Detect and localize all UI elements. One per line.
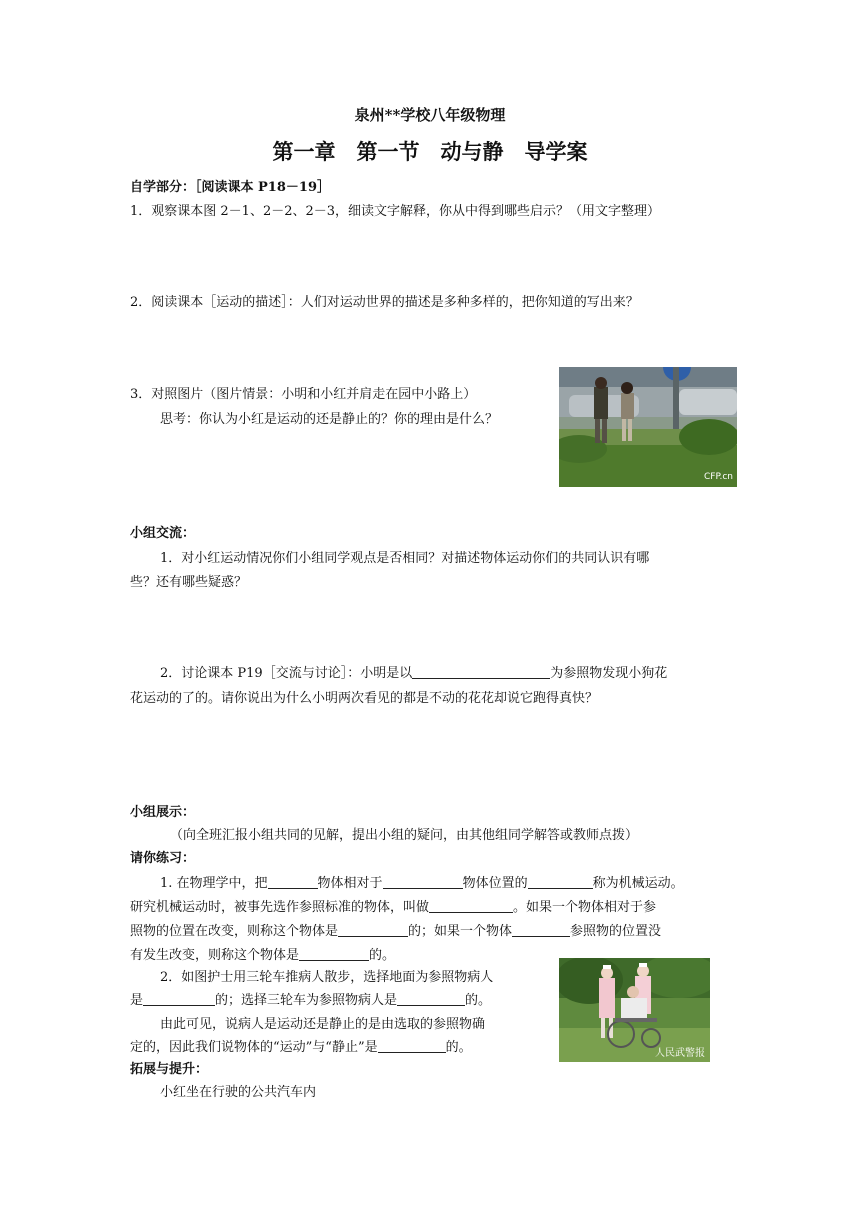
self-study-heading: 自学部分：［阅读课本 P18－19］	[130, 180, 330, 195]
discussion-question-2-text-a: 2．讨论课本 P19［交流与讨论］：小明是以	[160, 666, 413, 681]
group-show-text: （向全班汇报小组共同的见解，提出小组的疑问，由其他组同学解答或教师点拨）	[170, 828, 639, 843]
reference-object-blank[interactable]	[412, 664, 550, 679]
answer-blank-8[interactable]	[143, 991, 215, 1006]
practice-text: 物体相对于	[317, 876, 383, 891]
svg-text:人民武警报: 人民武警报	[655, 1048, 705, 1059]
practice-1-line-1	[160, 872, 684, 891]
practice-text: 参照物的位置没	[570, 924, 662, 939]
self-study-question-1: 1．观察课本图 2－1、2－2、2－3，细读文字解释，你从中得到哪些启示？（用文字整理）	[130, 204, 661, 219]
discussion-question-1: 1．对小红运动情况你们小组同学观点是否相同？对描述物体运动你们的共同认识有哪	[160, 551, 650, 566]
answer-blank-7[interactable]	[299, 946, 369, 961]
extension-heading: 拓展与提升：	[130, 1062, 209, 1077]
answer-blank-4[interactable]	[429, 898, 513, 913]
practice-text: 是	[130, 993, 144, 1008]
answer-blank-10[interactable]	[378, 1038, 446, 1053]
practice-text: 的。	[369, 948, 396, 963]
practice-2-line-1: 2．如图护士用三轮车推病人散步，选择地面为参照物病人	[160, 970, 494, 985]
discussion-question-2	[160, 662, 667, 681]
practice-heading: 请你练习：	[130, 851, 196, 866]
group-discussion-heading: 小组交流：	[130, 526, 196, 541]
practice-2-line-2	[130, 989, 491, 1008]
practice-3-line-2	[130, 1036, 472, 1055]
practice-text: 称为机械运动。	[592, 876, 684, 891]
svg-text:CFP.cn: CFP.cn	[704, 472, 733, 482]
practice-text: 研究机械运动时，被事先选作参照标准的物体，叫做	[130, 900, 430, 915]
practice-text: 物体位置的	[462, 876, 528, 891]
practice-text: 照物的位置在改变，则称这个物体是	[130, 924, 339, 939]
practice-text: 有发生改变，则称这个物体是	[130, 948, 300, 963]
practice-3-line-1: 由此可见，说病人是运动还是静止的是由选取的参照物确	[160, 1017, 486, 1032]
page-title: 第一章 第一节 动与静 导学案	[272, 139, 588, 164]
answer-blank-5[interactable]	[338, 922, 408, 937]
practice-text: 定的，因此我们说物体的“运动”与“静止”是	[130, 1040, 378, 1055]
answer-blank-3[interactable]	[528, 874, 593, 889]
discussion-question-2-cont: 花运动的了的。请你说出为什么小明两次看见的都是不动的花花却说它跑得真快？	[130, 691, 599, 706]
practice-text: 的；如果一个物体	[408, 924, 513, 939]
self-study-question-2: 2．阅读课本［运动的描述］：人们对运动世界的描述是多种多样的，把你知道的写出来？	[130, 295, 639, 310]
self-study-question-3-think: 思考：你认为小红是运动的还是静止的？你的理由是什么？	[160, 412, 499, 427]
practice-1-line-2	[130, 896, 656, 915]
couple-walking-photo	[559, 367, 737, 487]
practice-text: 。如果一个物体相对于参	[513, 900, 657, 915]
self-study-question-3: 3．对照图片（图片情景：小明和小红并肩走在园中小路上）	[130, 387, 477, 402]
practice-text: 1. 在物理学中，把	[160, 876, 268, 891]
practice-text: 的。	[445, 1040, 472, 1055]
practice-1-line-4	[130, 944, 395, 963]
nurses-wheelchair-photo	[559, 958, 710, 1062]
group-show-heading: 小组展示：	[130, 805, 196, 820]
practice-1-line-3	[130, 920, 661, 939]
answer-blank-9[interactable]	[397, 991, 465, 1006]
discussion-question-1-cont: 些？还有哪些疑惑？	[130, 575, 248, 590]
discussion-question-2-text-b: 为参照物发现小狗花	[550, 666, 668, 681]
practice-text: 的；选择三轮车为参照物病人是	[215, 993, 398, 1008]
answer-blank-1[interactable]	[268, 874, 318, 889]
school-header: 泉州**学校八年级物理	[354, 106, 506, 124]
answer-blank-6[interactable]	[512, 922, 570, 937]
practice-text: 的。	[465, 993, 492, 1008]
answer-blank-2[interactable]	[383, 874, 463, 889]
extension-text: 小红坐在行驶的公共汽车内	[160, 1085, 317, 1100]
